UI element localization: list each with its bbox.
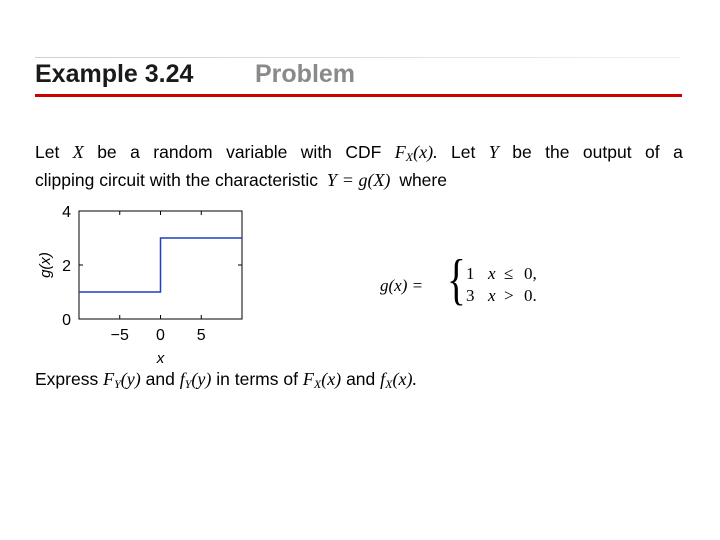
word: with <box>300 142 332 162</box>
series-line <box>79 238 242 292</box>
x-axis-label: x <box>156 350 165 367</box>
equation-lhs: g(x) = <box>380 276 424 295</box>
word: random <box>153 142 213 162</box>
word: be <box>97 142 117 162</box>
word: variable <box>226 142 288 162</box>
math-pdf-y: $f_Y(y)$ <box>179 369 212 391</box>
math-pdf-x: $f_X(x)$. <box>380 369 417 391</box>
x-tick-label: 5 <box>196 327 206 344</box>
y-tick-label: 4 <box>62 204 71 221</box>
math-cdf-y: $F_Y(y)$ <box>103 369 141 391</box>
left-brace: { <box>447 249 466 311</box>
slide-title: Example 3.24 <box>35 60 194 88</box>
task-line: Express $F_Y(y)$ and $f_Y(y)$ in terms of $F_X(x)$ and $f_X(x)$. <box>35 369 417 391</box>
word: of <box>645 142 660 162</box>
math-var: Y <box>326 170 337 190</box>
problem-line-2: clipping circuit with the characteristic Y = g(X) where <box>35 170 447 190</box>
y-tick-label: 0 <box>62 312 71 329</box>
slide-subtitle: Problem <box>255 60 356 88</box>
word: CDF <box>345 142 382 162</box>
word: a <box>130 142 140 162</box>
math-expr: = g(X) <box>341 170 391 190</box>
x-tick-label: 0 <box>156 327 165 344</box>
y-axis-label: g(x) <box>37 252 54 278</box>
word: Let <box>451 142 476 162</box>
g-of-x-chart <box>30 196 330 376</box>
word: a <box>673 142 683 162</box>
math-var: X <box>72 142 84 162</box>
header-red-rule <box>35 94 682 97</box>
x-tick-label: −5 <box>110 327 129 344</box>
math-var: Y <box>488 142 499 162</box>
math-cdf-x: $F_X(x)$. <box>394 142 438 164</box>
word: Let <box>35 142 60 162</box>
word: output <box>582 142 632 162</box>
slide-header <box>35 58 680 94</box>
piecewise-definition: g(x) = { 1 x ≤ 0, 3 x > 0. <box>380 249 537 311</box>
problem-line-1 <box>35 141 683 168</box>
word: the <box>545 142 570 162</box>
word: be <box>512 142 532 162</box>
y-tick-label: 2 <box>62 258 71 275</box>
math-cdf-x: $F_X(x)$ <box>302 369 342 391</box>
